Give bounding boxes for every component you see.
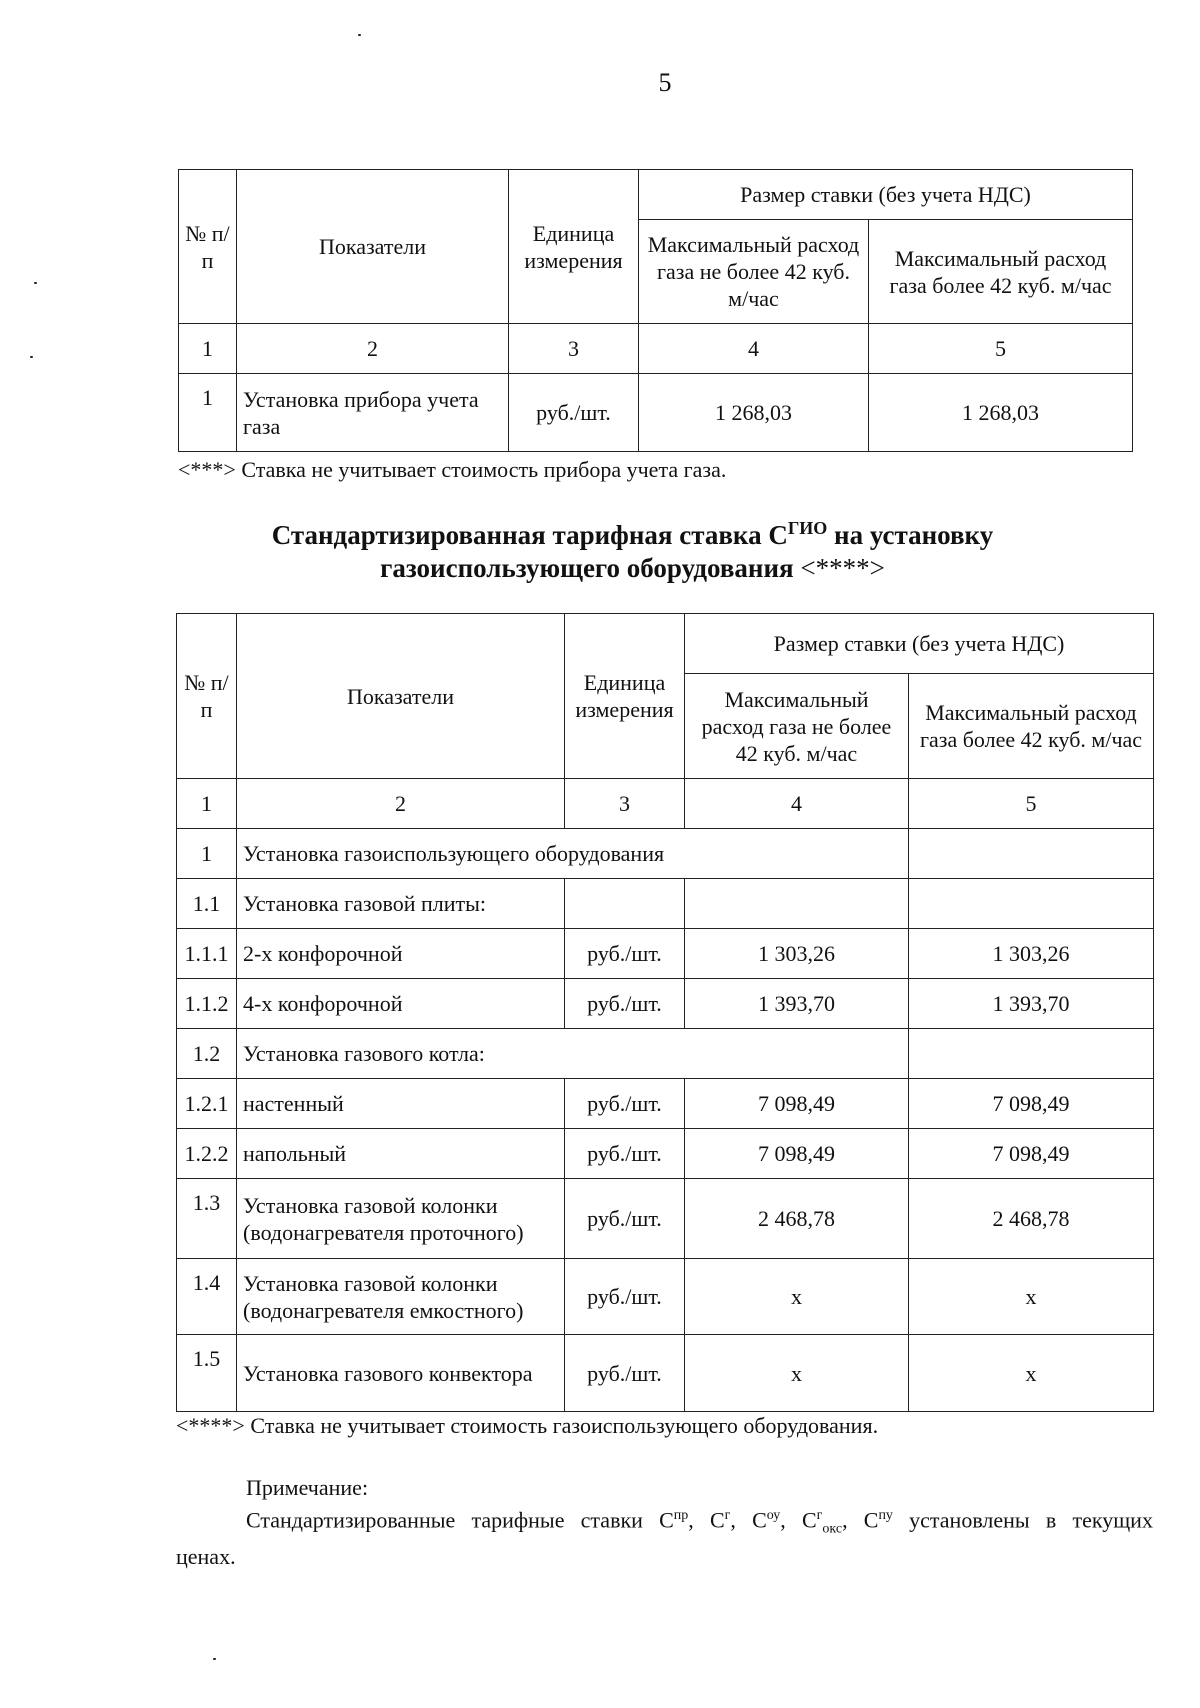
note-text-start: Стандартизированные тарифные ставки С xyxy=(246,1507,674,1533)
row-name: напольный xyxy=(237,1129,565,1179)
table-row xyxy=(177,1335,1154,1412)
row-value-le-42: 1 268,03 xyxy=(639,374,869,452)
col-number: 1 xyxy=(179,324,237,374)
note-sep: , С xyxy=(730,1507,767,1533)
header-max-le-42: Максимальный расход газа не более 42 куб. м/час xyxy=(685,674,909,779)
row-value-gt-42: 1 268,03 xyxy=(869,374,1133,452)
row-value-gt-42: 1 303,26 xyxy=(909,929,1154,979)
row-value-le-42: х xyxy=(685,1335,909,1412)
row-unit: руб./шт. xyxy=(565,1079,685,1129)
table-row xyxy=(177,979,1154,1029)
col-number: 5 xyxy=(869,324,1133,374)
row-name: 4-х конфорочной xyxy=(237,979,565,1029)
row-num: 1.2 xyxy=(177,1029,237,1079)
empty-cell xyxy=(565,879,685,929)
equipment-installation-table xyxy=(176,613,1154,1412)
page-number: 5 xyxy=(658,68,672,97)
row-value-le-42: 1 393,70 xyxy=(685,979,909,1029)
col-number: 1 xyxy=(177,779,237,829)
row-unit: руб./шт. xyxy=(565,1129,685,1179)
note-sup-ou: оу xyxy=(766,1508,781,1523)
note-heading: Примечание: xyxy=(246,1475,369,1500)
note-sup-pu: пу xyxy=(878,1508,893,1523)
header-unit: Единица измерения xyxy=(509,170,639,324)
empty-cell xyxy=(909,879,1154,929)
row-num: 1.4 xyxy=(177,1259,237,1335)
row-unit: руб./шт. xyxy=(565,1259,685,1335)
row-name: Установка газоиспользующего оборудования xyxy=(237,829,909,879)
title-part2: на установку xyxy=(827,520,994,550)
col-number: 3 xyxy=(509,324,639,374)
row-name: 2-х конфорочной xyxy=(237,929,565,979)
note-line2: ценах. xyxy=(176,1543,236,1569)
row-num: 1 xyxy=(179,374,237,452)
col-number: 3 xyxy=(565,779,685,829)
row-value-gt-42: 7 098,49 xyxy=(909,1079,1154,1129)
empty-cell xyxy=(909,1029,1154,1079)
col-number: 4 xyxy=(685,779,909,829)
empty-cell xyxy=(685,879,909,929)
header-num: № п/п xyxy=(179,170,237,324)
header-indicators: Показатели xyxy=(237,614,565,779)
row-unit: руб./шт. xyxy=(565,929,685,979)
note-sup-pr: пр xyxy=(673,1508,689,1523)
header-max-gt-42: Максимальный расход газа более 42 куб. м/час xyxy=(869,220,1133,324)
table-row xyxy=(177,879,1154,929)
title-part1: Стандартизированная тарифная ставка С xyxy=(271,520,788,550)
note-text-end: установлены в текущих xyxy=(892,1507,1153,1533)
header-max-gt-42: Максимальный расход газа более 42 куб. м/час xyxy=(909,674,1154,779)
title-line2: газоиспользующего оборудования xyxy=(380,553,794,583)
note-sep: , С xyxy=(780,1507,817,1533)
row-name: Установка прибора учета газа xyxy=(237,374,509,452)
row-value-le-42: х xyxy=(685,1259,909,1335)
note-sep: , С xyxy=(688,1507,725,1533)
header-max-le-42: Максимальный расход газа не более 42 куб. м/час xyxy=(639,220,869,324)
table-row xyxy=(177,829,1154,879)
header-rate-size: Размер ставки (без учета НДС) xyxy=(639,170,1133,220)
row-num: 1.2.2 xyxy=(177,1129,237,1179)
row-value-gt-42: х xyxy=(909,1259,1154,1335)
title-superscript: ГИО xyxy=(787,518,828,538)
header-indicators: Показатели xyxy=(237,170,509,324)
row-name: Установка газовой колонки (водонагревателя емкостного) xyxy=(237,1259,565,1335)
meter-installation-table xyxy=(178,169,1133,452)
table-row xyxy=(177,1029,1154,1079)
section-title xyxy=(0,512,1200,585)
scan-speck xyxy=(34,282,37,284)
footnote-2: <****> Ставка не учитывает стоимость газоиспользующего оборудования. xyxy=(176,1413,879,1438)
table-row xyxy=(177,1079,1154,1129)
scan-speck xyxy=(358,34,361,36)
title-footnote-mark: <****> xyxy=(793,553,885,583)
table-row xyxy=(177,1179,1154,1259)
row-num: 1.1.2 xyxy=(177,979,237,1029)
row-unit: руб./шт. xyxy=(565,1179,685,1259)
col-number: 4 xyxy=(639,324,869,374)
table-row xyxy=(179,374,1133,452)
row-num: 1 xyxy=(177,829,237,879)
row-unit: руб./шт. xyxy=(565,1335,685,1412)
row-num: 1.2.1 xyxy=(177,1079,237,1129)
col-number: 2 xyxy=(237,324,509,374)
row-name: Установка газового котла: xyxy=(237,1029,909,1079)
row-value-gt-42: 7 098,49 xyxy=(909,1129,1154,1179)
col-number: 5 xyxy=(909,779,1154,829)
note-sup-g2: г xyxy=(816,1508,823,1523)
row-name: Установка газового конвектора xyxy=(237,1335,565,1412)
scan-speck xyxy=(30,356,33,358)
row-num: 1.3 xyxy=(177,1179,237,1259)
row-value-gt-42: х xyxy=(909,1335,1154,1412)
row-value-le-42: 7 098,49 xyxy=(685,1079,909,1129)
table-row xyxy=(177,1129,1154,1179)
row-value-gt-42: 2 468,78 xyxy=(909,1179,1154,1259)
note-sup-g: г xyxy=(724,1508,731,1523)
header-unit: Единица измерения xyxy=(565,614,685,779)
header-rate-size: Размер ставки (без учета НДС) xyxy=(685,614,1154,674)
row-value-gt-42: 1 393,70 xyxy=(909,979,1154,1029)
scan-speck xyxy=(213,1658,216,1660)
row-value-le-42: 2 468,78 xyxy=(685,1179,909,1259)
table-row xyxy=(177,929,1154,979)
note-text xyxy=(176,1502,1153,1570)
row-num: 1.5 xyxy=(177,1335,237,1412)
note-sep: , С xyxy=(842,1507,879,1533)
note-sub-oks: окс xyxy=(822,1521,843,1537)
row-name: Установка газовой колонки (водонагревателя проточного) xyxy=(237,1179,565,1259)
row-unit: руб./шт. xyxy=(509,374,639,452)
empty-cell xyxy=(909,829,1154,879)
row-name: настенный xyxy=(237,1079,565,1129)
row-unit: руб./шт. xyxy=(565,979,685,1029)
header-num: № п/п xyxy=(177,614,237,779)
footnote-1: <***> Ставка не учитывает стоимость прибора учета газа. xyxy=(178,457,727,482)
row-num: 1.1.1 xyxy=(177,929,237,979)
table-row xyxy=(177,1259,1154,1335)
row-num: 1.1 xyxy=(177,879,237,929)
col-number: 2 xyxy=(237,779,565,829)
row-value-le-42: 1 303,26 xyxy=(685,929,909,979)
row-value-le-42: 7 098,49 xyxy=(685,1129,909,1179)
row-name: Установка газовой плиты: xyxy=(237,879,565,929)
